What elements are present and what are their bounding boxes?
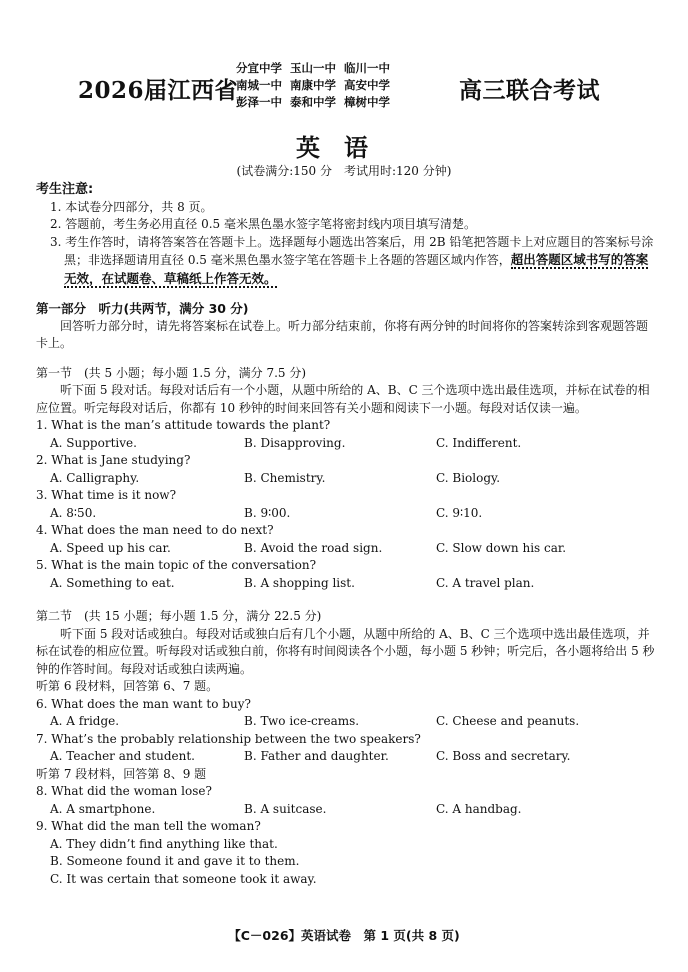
school-name: 玉山一中 — [290, 61, 336, 75]
question-text: 7. What’s the probably relationship between the two speakers? — [36, 731, 421, 746]
page-footer: 【C－026】英语试卷 第 1 页(共 8 页) — [228, 928, 460, 943]
question-block — [36, 818, 656, 888]
question-text: 6. What does the man want to buy? — [36, 696, 251, 711]
option-a: A. A fridge. — [50, 714, 120, 728]
section2-intro: 听下面 5 段对话或独白。每段对话或独白后有几个小题，从题中所给的 A、B、C 三个选项中选出最佳选项，并标在试卷的相应位置。听每段对话或独白前，你将有时间阅读各个小题，每小题 5 秒钟；听完后，各小题将给出 5 秒钟的作答时间。每段对话或独白读两遍。 — [36, 626, 655, 676]
option-a: A. Teacher and student. — [50, 749, 195, 763]
option-b: B. Two ice-creams. — [244, 714, 360, 728]
question-text: 4. What does the man need to do next? — [36, 523, 274, 537]
school-name: 樟树中学 — [344, 95, 390, 109]
question-block — [36, 452, 656, 487]
option-b: B. 9∶00. — [244, 505, 291, 520]
question-text: 1. What is the man’s attitude towards the plant? — [36, 418, 331, 432]
question-text: 2. What is Jane studying? — [36, 453, 191, 467]
question-options — [36, 575, 656, 593]
school-name: 南城一中 — [236, 78, 282, 92]
option-a: A. Speed up his car. — [50, 540, 171, 555]
question-block — [36, 696, 656, 731]
notice-title: 考生注意: — [36, 182, 94, 197]
school-name: 临川一中 — [344, 61, 390, 75]
question-options — [36, 748, 656, 766]
option-a: A. Calligraphy. — [50, 470, 140, 485]
option-c: C. Indifferent. — [436, 435, 522, 450]
question-block — [36, 731, 656, 766]
question-options — [36, 713, 656, 731]
question-options — [36, 435, 656, 453]
option-c: C. It was certain that someone took it away. — [50, 871, 317, 886]
question-text: 3. What time is it now? — [36, 488, 177, 502]
school-row — [236, 94, 458, 111]
question-options — [36, 540, 656, 558]
notice-text: 3. 考生作答时，请将答案答在答题卡上。选择题每小题选出答案后，用 2B 铅笔把答题卡上对应题目的答案标号涂黑；非选择题请用直径 0.5 毫米黑色墨水签字笔在答题卡上各题的答题区域内作答， — [50, 234, 654, 267]
option-b: B. Father and daughter. — [244, 749, 389, 763]
option-a: A. Supportive. — [50, 435, 137, 450]
notice-warning: 超出答题区域书写的答案无效，在试题卷、草稿纸上作答无效。 — [64, 252, 649, 286]
school-name: 彭泽一中 — [236, 95, 282, 109]
notice-item: 1. 本试卷分四部分，共 8 页。 — [50, 199, 213, 214]
header-year-province: 2026届江西省 — [78, 77, 239, 104]
question-block — [36, 487, 656, 522]
question-options — [36, 505, 656, 523]
question-options — [36, 470, 656, 488]
question-text: 8. What did the woman lose? — [36, 784, 212, 798]
question-block — [36, 783, 656, 818]
exam-content — [36, 181, 656, 888]
option-a: A. A smartphone. — [50, 801, 156, 816]
subject-title: 英语 — [296, 133, 392, 162]
school-list — [236, 60, 458, 111]
option-b: B. Chemistry. — [244, 470, 326, 485]
section2-title: 第二节 (共 15 小题；每小题 1.5 分，满分 22.5 分) — [36, 609, 322, 623]
option-b: B. A suitcase. — [244, 801, 327, 816]
school-name: 南康中学 — [290, 78, 336, 92]
exam-title: 高三联合考试 — [459, 77, 600, 104]
option-b: B. Disapproving. — [244, 435, 346, 450]
option-c: C. A travel plan. — [436, 575, 535, 590]
school-name: 分宜中学 — [236, 61, 282, 75]
school-name: 高安中学 — [344, 78, 390, 92]
notice-item — [36, 234, 656, 289]
question-block — [36, 557, 656, 592]
question-text: 5. What is the main topic of the conversation? — [36, 558, 317, 572]
exam-header — [0, 58, 688, 112]
option-a: A. Something to eat. — [50, 575, 175, 590]
material-7-instruction: 听第 7 段材料，回答第 8、9 题 — [36, 766, 207, 781]
option-c: C. Slow down his car. — [436, 540, 567, 555]
option-c: C. 9∶10. — [436, 505, 483, 520]
option-b: B. Avoid the road sign. — [244, 540, 383, 555]
school-row — [236, 60, 458, 77]
option-a: A. 8∶50. — [50, 505, 97, 520]
question-options — [36, 801, 656, 819]
option-a: A. They didn’t find anything like that. — [50, 836, 278, 851]
question-text: 9. What did the man tell the woman? — [36, 819, 261, 833]
notice-item: 2. 答题前，考生务必用直径 0.5 毫米黑色墨水签字笔将密封线内项目填写清楚。 — [50, 217, 476, 231]
section1-title: 第一节 (共 5 小题；每小题 1.5 分，满分 7.5 分) — [36, 365, 307, 380]
option-c: C. Biology. — [436, 470, 501, 485]
section1-intro: 听下面 5 段对话。每段对话后有一个小题，从题中所给的 A、B、C 三个选项中选出最佳选项，并标在试卷的相应位置。听完每段对话后，你都有 10 秒钟的时间来回答有关小题和阅读下一小题。每段对话仅读一遍。 — [36, 383, 650, 415]
option-c: C. A handbag. — [436, 801, 522, 816]
part1-intro: 回答听力部分时，请先将答案标在试卷上。听力部分结束前，你将有两分钟的时间将你的答案转涂到客观题答题卡上。 — [36, 318, 649, 350]
question-block — [36, 522, 656, 557]
option-c: C. Boss and secretary. — [436, 749, 571, 763]
school-row — [236, 77, 458, 94]
school-name: 泰和中学 — [290, 95, 336, 109]
option-c: C. Cheese and peanuts. — [436, 714, 580, 728]
part1-title: 第一部分 听力(共两节，满分 30 分) — [36, 301, 249, 316]
question-block — [36, 417, 656, 452]
material-6-instruction: 听第 6 段材料，回答第 6、7 题。 — [36, 679, 219, 693]
option-b: B. A shopping list. — [244, 575, 355, 590]
option-b: B. Someone found it and gave it to them. — [50, 854, 300, 868]
exam-info: (试卷满分:150 分 考试用时:120 分钟) — [236, 164, 452, 178]
